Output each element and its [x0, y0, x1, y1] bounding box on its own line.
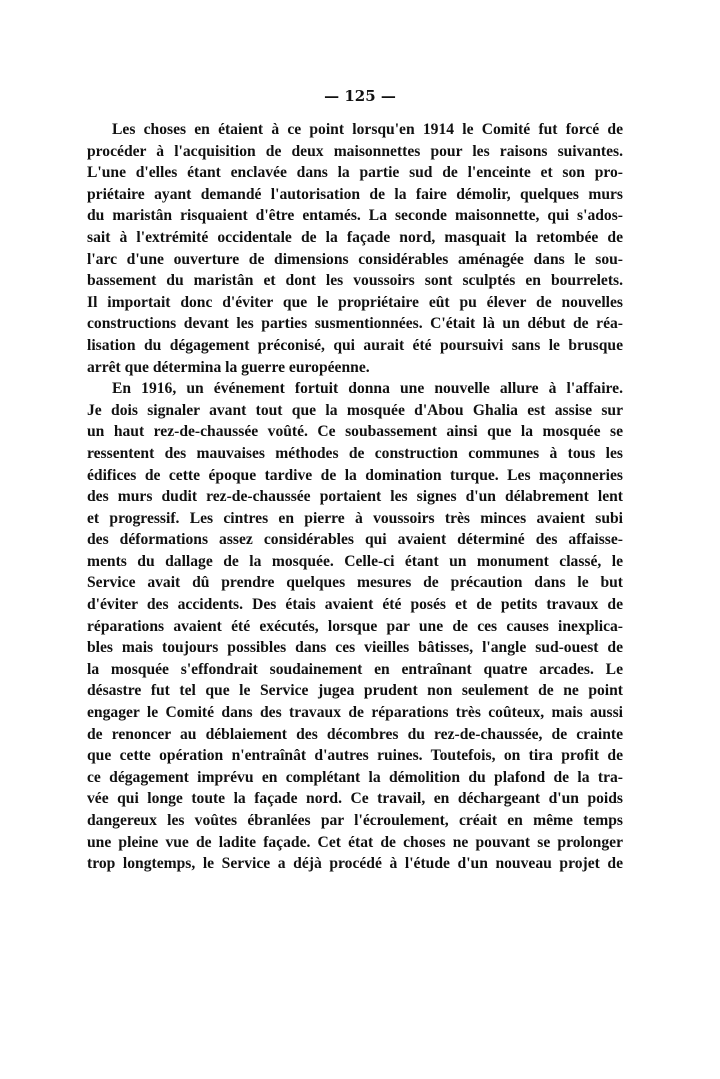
text-line: bassement du maristân et dont les voussoirs sont sculptés en bourrelets.	[87, 272, 623, 290]
text-line: réparations avaient été exécutés, lorsque par une de ces causes inexplica-	[87, 617, 623, 635]
text-line: bles mais toujours possibles dans ces vieilles bâtisses, l'angle sud-ouest de	[87, 639, 623, 657]
text-line: dangereux les voûtes ébranlées par l'écroulement, créait en même temps	[87, 812, 623, 829]
text-line: arrêt que détermina la guerre européenne.	[87, 358, 370, 376]
page-number: — 125 —	[324, 87, 396, 105]
text-line: procéder à l'acquisition de deux maisonnettes pour les raisons suivantes.	[87, 142, 623, 160]
text-line: l'arc d'une ouverture de dimensions considérables aménagée dans le sou-	[87, 250, 623, 268]
body-text	[87, 119, 623, 875]
text-line: sait à l'extrémité occidentale de la façade nord, masquait la retombée de	[87, 228, 623, 246]
text-line: constructions devant les parties susmentionnées. C'était là un début de réa-	[87, 315, 623, 333]
text-line: engager le Comité dans des travaux de réparations très coûteux, mais aussi	[87, 704, 623, 722]
text-line: Service avait dû prendre quelques mesures de précaution dans le but	[87, 574, 623, 592]
text-line: d'éviter des accidents. Des étais avaient été posés et de petits travaux de	[87, 596, 623, 614]
text-line: ce dégagement imprévu en complétant la démolition du plafond de la tra-	[87, 768, 623, 786]
text-line: ments du dallage de la mosquée. Celle-ci étant un monument classé, le	[87, 552, 623, 570]
text-line: désastre fut tel que le Service jugea prudent non seulement de ne point	[87, 682, 623, 700]
text-line: que cette opération n'entraînât d'autres ruines. Toutefois, on tira profit de	[87, 747, 623, 765]
text-line: lisation du dégagement préconisé, qui aurait été poursuivi sans le brusque	[87, 336, 623, 354]
text-line: vée qui longe toute la façade nord. Ce travail, en déchargeant d'un poids	[87, 790, 623, 808]
text-line: priétaire ayant demandé l'autorisation de la faire démolir, quelques murs	[87, 185, 623, 203]
text-line: édifices de cette époque tardive de la domination turque. Les maçonneries	[87, 466, 623, 484]
text-line: Il importait donc d'éviter que le propriétaire eût pu élever de nouvelles	[87, 293, 623, 311]
text-line: Je dois signaler avant tout que la mosquée d'Abou Ghalia est assise sur	[87, 401, 623, 419]
text-line: des murs dudit rez-de-chaussée portaient les signes d'un délabrement lent	[87, 488, 623, 506]
text-line: un haut rez-de-chaussée voûté. Ce soubassement ainsi que la mosquée se	[87, 423, 623, 441]
text-line: L'une d'elles étant enclavée dans la partie sud de l'enceinte et son pro-	[87, 164, 623, 182]
text-line: trop longtemps, le Service a déjà procédé à l'étude d'un nouveau projet de	[87, 855, 623, 873]
text-line: En 1916, un événement fortuit donna une nouvelle allure à l'affaire.	[112, 380, 623, 398]
text-line: du maristân risquaient d'être entamés. La seconde maisonnette, qui s'ados-	[87, 207, 623, 225]
text-line: une pleine vue de ladite façade. Cet état de choses ne pouvant se prolonger	[87, 833, 623, 851]
text-line: la mosquée s'effondrait soudainement en entraînant quatre arcades. Le	[87, 660, 623, 678]
text-line: Les choses en étaient à ce point lorsqu'en 1914 le Comité fut forcé de	[112, 121, 623, 138]
text-line: et progressif. Les cintres en pierre à voussoirs très minces avaient subi	[87, 509, 623, 527]
text-line: des déformations assez considérables qui avaient déterminé des affaisse-	[87, 531, 623, 549]
text-line: ressentent des mauvaises méthodes de construction communes à tous les	[87, 444, 623, 462]
text-line: de renoncer au déblaiement des décombres du rez-de-chaussée, de crainte	[87, 725, 623, 743]
